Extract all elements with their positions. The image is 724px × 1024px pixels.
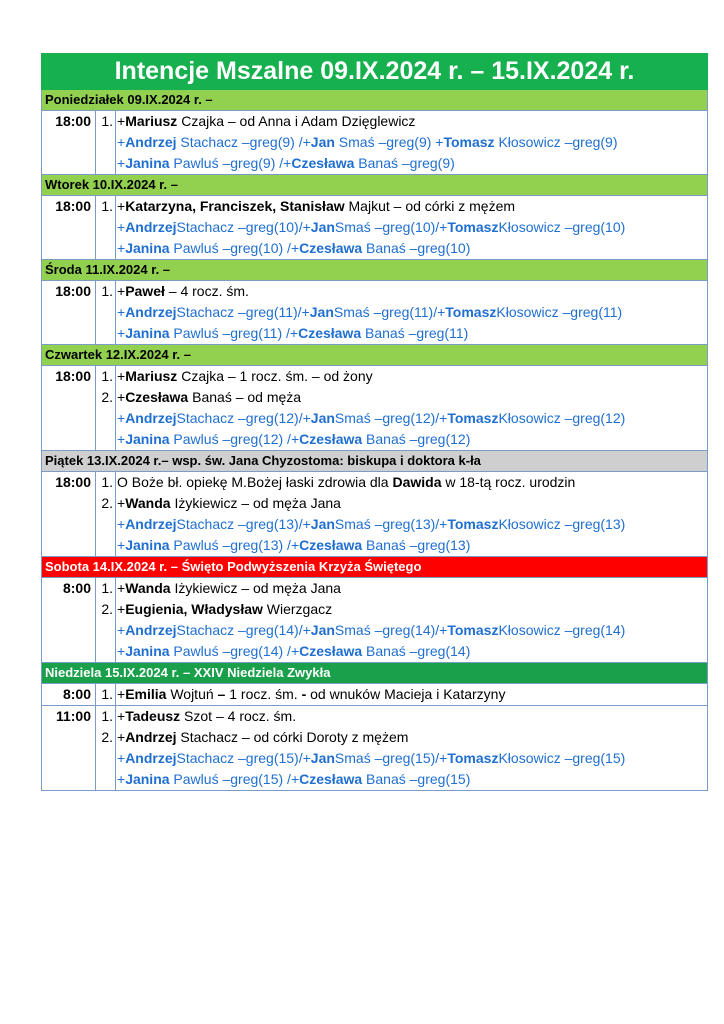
day-header-sunday: Niedziela 15.IX.2024 r. – XXIV Niedziela Zwykła: [41, 663, 708, 684]
intention-line: +Paweł – 4 rocz. śm.: [117, 283, 249, 299]
item-number: 1.: [101, 686, 113, 702]
gregorian-line: +AndrzejStachacz –greg(13)/+JanSmaś –greg(13)/+TomaszKłosowicz –greg(13): [117, 516, 626, 532]
mass-intentions-table: [41, 53, 708, 791]
gregorian-line: +AndrzejStachacz –greg(10)/+JanSmaś –greg(10)/+TomaszKłosowicz –greg(10): [117, 219, 626, 235]
item-number: 1.: [101, 198, 113, 214]
intention-line: +Mariusz Czajka – od Anna i Adam Dzięglewicz: [117, 113, 416, 129]
intention-line: +Tadeusz Szot – 4 rocz. śm.: [117, 708, 297, 724]
item-number: 1.: [101, 580, 113, 596]
day-entries-saturday: [41, 578, 708, 663]
day-entries-thursday: [41, 366, 708, 451]
gregorian-line: +Janina Pawluś –greg(14) /+Czesława Banaś –greg(14): [117, 643, 471, 659]
gregorian-line: +Janina Pawluś –greg(10) /+Czesława Banaś –greg(10): [117, 240, 471, 256]
gregorian-line: +Janina Pawluś –greg(15) /+Czesława Banaś –greg(15): [117, 771, 471, 787]
intention-line: +Emilia Wojtuń – 1 rocz. śm. - od wnuków Macieja i Katarzyny: [117, 686, 506, 702]
gregorian-line: +Janina Pawluś –greg(13) /+Czesława Banaś –greg(13): [117, 537, 471, 553]
gregorian-line: +Janina Pawluś –greg(9) /+Czesława Banaś –greg(9): [117, 155, 455, 171]
day-entries-monday: [41, 111, 708, 175]
item-number: 2.: [101, 729, 113, 745]
mass-time: 8:00: [42, 684, 96, 705]
mass-time: 11:00: [42, 706, 96, 790]
item-number: 2.: [101, 601, 113, 617]
gregorian-line: +AndrzejStachacz –greg(14)/+JanSmaś –greg(14)/+TomaszKłosowicz –greg(14): [117, 622, 626, 638]
item-number: 1.: [101, 113, 113, 129]
day-header-thursday: Czwartek 12.IX.2024 r. –: [41, 345, 708, 366]
day-header-tuesday: Wtorek 10.IX.2024 r. –: [41, 175, 708, 196]
day-entries-tuesday: [41, 196, 708, 260]
page-title: Intencje Mszalne 09.IX.2024 r. – 15.IX.2024 r.: [41, 53, 708, 90]
intention-line: +Wanda Iżykiewicz – od męża Jana: [117, 580, 341, 596]
intention-line: +Wanda Iżykiewicz – od męża Jana: [117, 495, 341, 511]
day-entries-friday: [41, 472, 708, 557]
day-header-monday: Poniedziałek 09.IX.2024 r. –: [41, 90, 708, 111]
item-number: 2.: [101, 389, 113, 405]
item-number: 1.: [101, 708, 113, 724]
item-number: 2.: [101, 495, 113, 511]
mass-time: 18:00: [42, 366, 96, 450]
day-entries-sunday-8: [41, 684, 708, 706]
intention-line: O Boże bł. opiekę M.Bożej łaski zdrowia dla Dawida w 18-tą rocz. urodzin: [117, 474, 576, 490]
item-number: 1.: [101, 283, 113, 299]
mass-time: 18:00: [42, 111, 96, 174]
gregorian-line: +Andrzej Stachacz –greg(9) /+Jan Smaś –greg(9) +Tomasz Kłosowicz –greg(9): [117, 134, 618, 150]
mass-time: 18:00: [42, 472, 96, 556]
intention-line: +Czesława Banaś – od męża: [117, 389, 302, 405]
gregorian-line: +AndrzejStachacz –greg(11)/+JanSmaś –greg(11)/+TomaszKłosowicz –greg(11): [117, 304, 623, 320]
item-number: 1.: [101, 368, 113, 384]
gregorian-line: +Janina Pawluś –greg(11) /+Czesława Banaś –greg(11): [117, 325, 469, 341]
gregorian-line: +AndrzejStachacz –greg(12)/+JanSmaś –greg(12)/+TomaszKłosowicz –greg(12): [117, 410, 626, 426]
item-number: 1.: [101, 474, 113, 490]
day-entries-sunday-11: [41, 706, 708, 791]
intention-line: +Eugienia, Władysław Wierzgacz: [117, 601, 333, 617]
day-header-wednesday: Środa 11.IX.2024 r. –: [41, 260, 708, 281]
gregorian-line: +Janina Pawluś –greg(12) /+Czesława Banaś –greg(12): [117, 431, 471, 447]
gregorian-line: +AndrzejStachacz –greg(15)/+JanSmaś –greg(15)/+TomaszKłosowicz –greg(15): [117, 750, 626, 766]
mass-time: 18:00: [42, 196, 96, 259]
intention-line: +Katarzyna, Franciszek, Stanisław Majkut – od córki z mężem: [117, 198, 516, 214]
day-header-friday: Piątek 13.IX.2024 r.– wsp. św. Jana Chyzostoma: biskupa i doktora k-ła: [41, 451, 708, 472]
intention-line: +Andrzej Stachacz – od córki Doroty z mężem: [117, 729, 409, 745]
day-entries-wednesday: [41, 281, 708, 345]
day-header-saturday: Sobota 14.IX.2024 r. – Święto Podwyższenia Krzyża Świętego: [41, 557, 708, 578]
mass-time: 8:00: [42, 578, 96, 662]
mass-time: 18:00: [42, 281, 96, 344]
intention-line: +Mariusz Czajka – 1 rocz. śm. – od żony: [117, 368, 373, 384]
